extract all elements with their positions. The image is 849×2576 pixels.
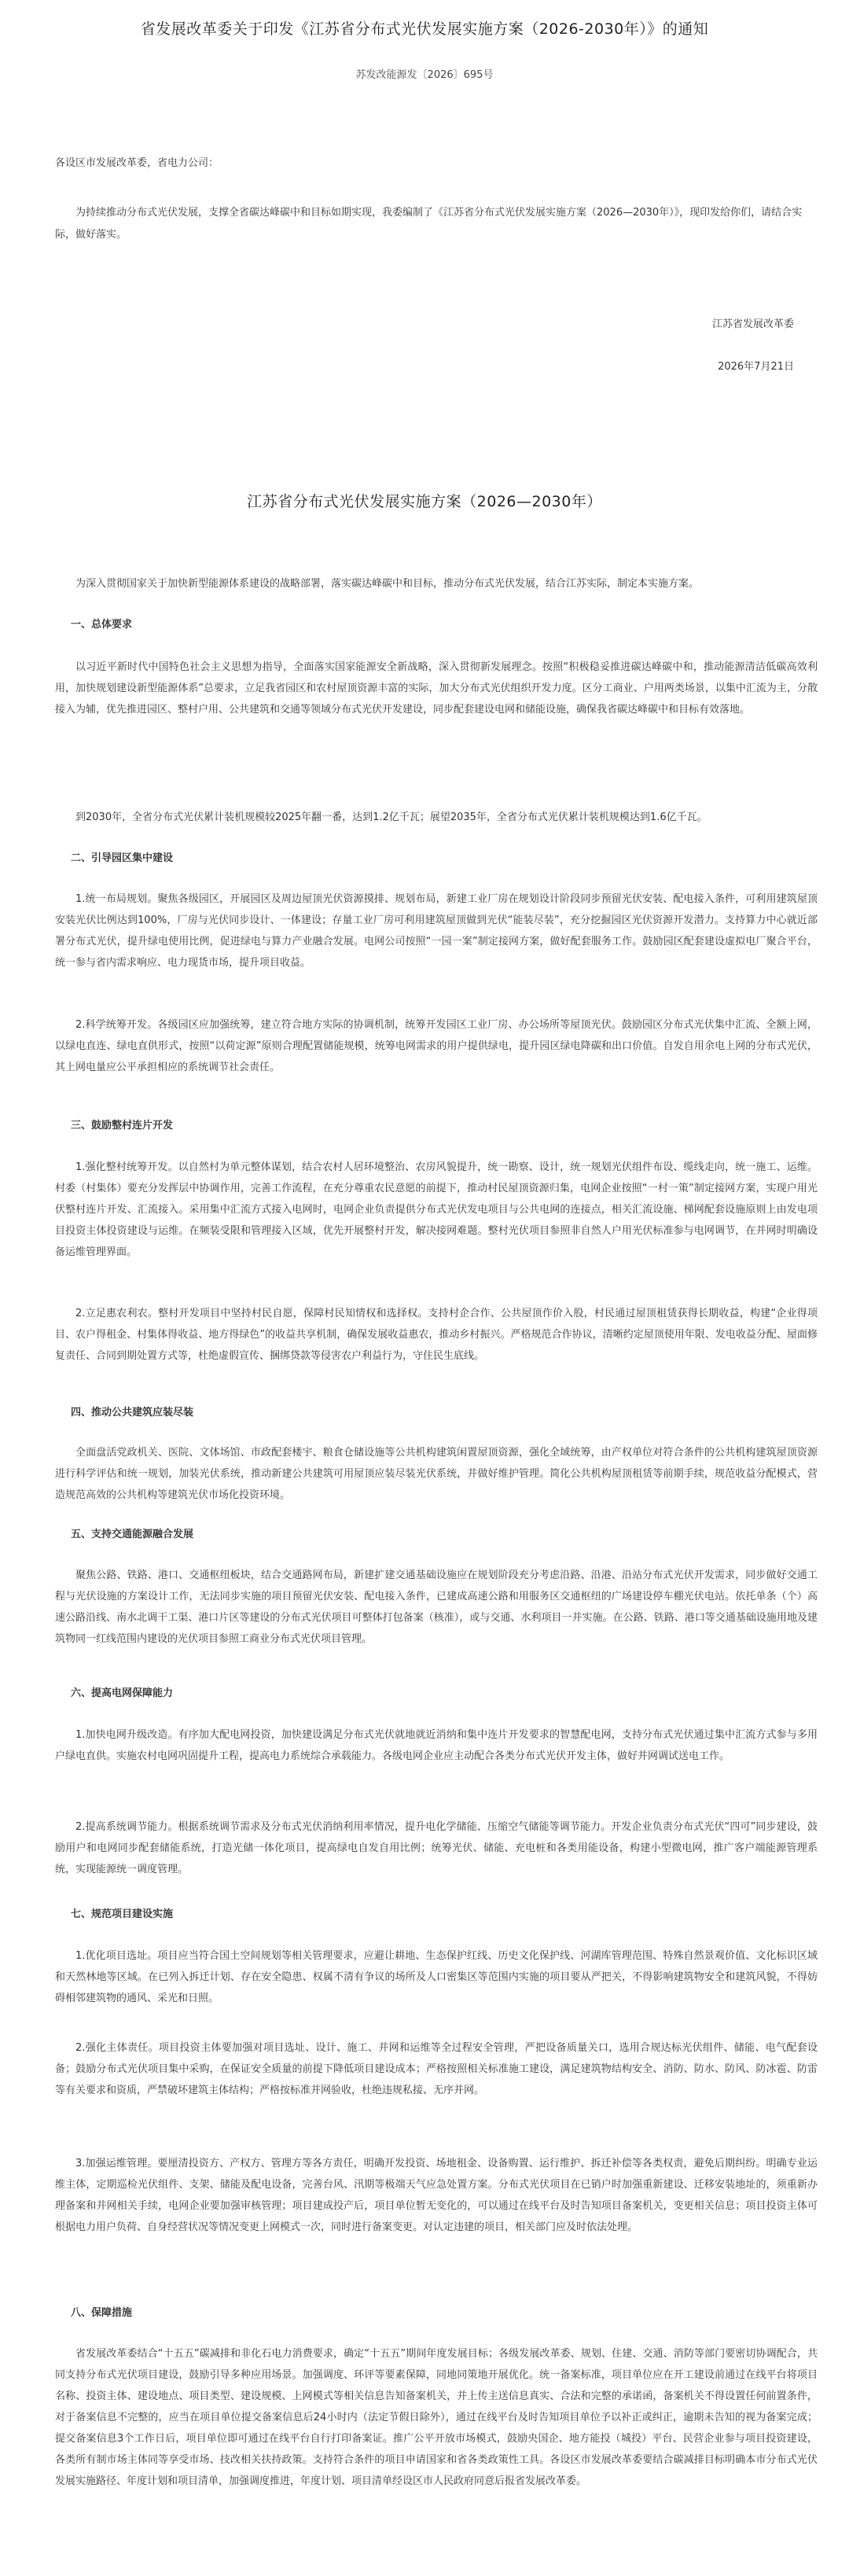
section-heading: 八、保障措施 (71, 2307, 133, 2319)
section-heading: 一、总体要求 (71, 619, 133, 631)
addressee: 各设区市发展改革委，省电力公司： (55, 157, 219, 169)
section-heading: 四、推动公共建筑应装尽装 (71, 1407, 194, 1419)
section-heading: 二、引导园区集中建设 (71, 852, 174, 864)
paragraph: 1.强化整村统筹开发。以自然村为单元整体谋划，结合农村人居环境整治、农房风貌提升，统一勘察、设计，统一规划光伏组件布设、缆线走向，统一施工、运维。村委（村集体）要充分发挥层中协调作用，完善工作流程，在充分尊重农民意愿的前提下，推动村民屋顶资源归集，电网企业按照“一村一策”制定接网方案，实现户用光伏整村连片开发、汇流接入。采用集中汇流方式接入电网时，电网企业负责提供分布式光伏发电项目与公共电网的连接点，相关汇流设施、梯网配套设施原则上由发电项目投资主体投资建设与运维。在频装受限和管理接入区域，优先开展整村开发，解决接网难题。整村光伏项目参照非自然人户用光伏标准参与电网调节，在并网时明确设备运维管理界面。 (55, 1161, 818, 1258)
plan-title: 江苏省分布式光伏发展实施方案（2026—2030年） (247, 493, 602, 510)
paragraph: 省发展改革委结合“十五五”碳减排和非化石电力消费要求，确定“十五五”期间年度发展目标；各级发展改革委、规划、住建、交通、消防等部门要密切协调配合，共同支持分布式光伏项目建设，鼓励引导多种应用场景。加强调度、环评等要素保障，同地同策地开展优化。统一备案标准，项目单位应在开工建设前通过在线平台将项目名称、投资主体、建设地点、项目类型、建设规模、上网模式等相关信息告知备案机关，并上传主送信息真实、合法和完整的承诺函，备案机关不得设置任何前置条件，对于备案信息不完整的，应当在项目单位提交备案信息后24小时内（法定节假日除外），通过在线平台及时告知项目单位予以补正或纠正，逾期未告知的视为备案完成；提交备案信息3个工作日后，项目单位即可通过在线平台自行打印备案证。推广公平开放市场模式，鼓励央国企、地方能投（城投）平台、民营企业参与项目投资建设，各类所有制市场主体同等享受市场、技改相关扶持政策。支持符合条件的项目申请国家和省各类政策性工具。各设区市发展改革委要结合碳减排目标明确本市分布式光伏发展实施路径、年度计划和项目清单，加强调度推进，年度计划、项目清单经设区市人民政府同意后报省发展改革委。 (55, 2348, 818, 2487)
paragraph: 1.加快电网升级改造。有序加大配电网投资，加快建设满足分布式光伏就地就近消纳和集中连片开发要求的智慧配电网，支持分布式光伏通过集中汇流方式参与多用户绿电直供。实施农村电网巩固提升工程，提高电力系统综合承载能力。各级电网企业应主动配合各类分布式光伏开发主体，做好并网调试送电工作。 (55, 1729, 818, 1762)
notice-body: 为持续推动分布式光伏发展，支撑全省碳达峰碳中和目标如期实现，我委编制了《江苏省分布式光伏发展实施方案（2026—2030年）》，现印发给你们，请结合实际，做好落实。 (55, 207, 803, 241)
section-heading: 五、支持交通能源融合发展 (71, 1529, 194, 1540)
section-heading: 三、鼓励整村连片开发 (71, 1120, 174, 1132)
section-heading: 七、规范项目建设实施 (71, 1908, 174, 1920)
issue-date: 2026年7月21日 (718, 361, 794, 373)
paragraph: 到2030年，全省分布式光伏累计装机规模较2025年翻一番，达到1.2亿千瓦；展望2035年，全省分布式光伏累计装机规模达到1.6亿千瓦。 (75, 811, 708, 823)
paragraph: 1.统一布局规划。聚焦各级园区，开展园区及周边屋顶光伏资源摸排、规划布局，新建工业厂房在规划设计阶段同步预留光伏安装、配电接入条件，可利用建筑屋顶安装光伏比例达到100%，厂房与光伏同步设计、一体建设；存量工业厂房可利用建筑屋顶做到光伏“能装尽装”，充分挖掘园区光伏资源开发潜力。支持算力中心就近部署分布式光伏，提升绿电使用比例，促进绿电与算力产业融合发展。电网公司按照“一园一案”制定接网方案，做好配套服务工作。鼓励园区配套建设虚拟电厂聚合平台，统一参与省内需求响应、电力现货市场，提升项目收益。 (55, 893, 818, 969)
paragraph: 全面盘活党政机关、医院、文体场馆、市政配套楼宇、粮食仓储设施等公共机构建筑闲置屋顶资源，强化全域统筹，由产权单位对符合条件的公共机构建筑屋顶资源进行科学评估和统一规划，加装光伏系统，推动新建公共建筑可用屋顶应装尽装光伏系统，并做好维护管理。简化公共机构屋顶租赁等前期手续，规范收益分配模式，营造规范高效的公共机构等建筑光伏市场化投资环境。 (55, 1447, 818, 1501)
paragraph: 以习近平新时代中国特色社会主义思想为指导，全面落实国家能源安全新战略，深入贯彻新发展理念。按照“积极稳妥推进碳达峰碳中和，推动能源清洁低碳高效利用，加快规划建设新型能源体系”总要求，立足我省园区和农村屋顶资源丰富的实际，加大分布式光伏组织开发力度。区分工商业、户用两类场景，以集中汇流为主，分散接入为辅，优先推进园区、整村户用、公共建筑和交通等领域分布式光伏开发建设，同步配套建设电网和储能设施，确保我省碳达峰碳中和目标有效落地。 (55, 661, 818, 716)
paragraph: 2.强化主体责任。项目投资主体要加强对项目选址、设计、施工、并网和运维等全过程安全管理，严把设备质量关口，选用合规达标光伏组件、储能、电气配套设备；鼓励分布式光伏项目集中采购，在保证安全质量的前提下降低项目建设成本；严格按照相关标准施工建设，满足建筑物结构安全、消防、防水、防风、防冰雹、防雷等有关要求和资质，严禁破坏建筑主体结构；严格按标准并网验收，杜绝违规私接、无序并网。 (55, 2042, 818, 2096)
paragraph: 1.优化项目选址。项目应当符合国土空间规划等相关管理要求，应避让耕地、生态保护红线、历史文化保护线、河湖库管理范围、特殊自然景观价值、文化标识区域和天然林地等区域。在已列入拆迁计划、存在安全隐患、权属不清有争议的场所及人口密集区等范围内实施的项目要从严把关，不得影响建筑物安全和建筑风貌，不得妨碍相邻建筑物的通风、采光和日照。 (55, 1950, 818, 2004)
paragraph: 聚焦公路、铁路、港口、交通枢纽板块，结合交通路网布局，新建扩建交通基础设施应在规划阶段充分考虑沿路、沿港、沿站分布式光伏开发需求，同步做好交通工程与光伏设施的方案设计工作，无法同步实施的项目预留光伏安装、配电接入条件，已建成高速公路和用服务区交通枢纽的广场建设停车棚光伏电站。依托单条（个）高速公路沿线、南水北调干工渠、港口片区等建设的分布式光伏项目可整体打包备案（核准），或与交通、水利项目一并实施。在公路、铁路、港口等交通基础设施用地及建筑物同一红线范围内建设的光伏项目参照工商业分布式光伏项目管理。 (55, 1570, 818, 1645)
paragraph: 2.科学统筹开发。各级园区应加强统筹，建立符合地方实际的协调机制，统筹开发园区工业厂房、办公场所等屋顶光伏。鼓励园区分布式光伏集中汇流、全额上网，以绿电直连、绿电直供形式，按照“以荷定源”原则合理配置储能规模，统筹电网需求的用户提供绿电，提升园区绿电降碳和出口价值。自发自用余电上网的分布式光伏，其上网电量应公平承担相应的系统调节社会责任。 (55, 1019, 818, 1073)
document-number: 苏发改能源发〔2026〕695号 (355, 69, 494, 81)
paragraph: 3.加强运维管理。要厘清投资方、产权方、管理方等各方责任，明确开发投资、场地租金、设备购置、运行维护、拆迁补偿等各类权责，避免后期纠纷。明确专业运维主体，定期巡检光伏组件、支架、储能及配电设备，完善台风、汛期等极端天气应急处置方案。分布式光伏项目在已销户时加强重新建设、迁移安装地址的，须重新办理备案和并网相关手续，电网企业要加强审核管理；项目建成投产后，项目单位暂无变化的，可以通过在线平台及时告知项目备案机关，变更相关信息；项目投资主体可根据电力用户负荷、自身经营状况等情况变更上网模式一次，同时进行备案变更。对认定违建的项目，相关部门应及时依法处理。 (55, 2158, 818, 2233)
paragraph: 2.立足惠农利农。整村开发项目中坚持村民自愿，保障村民知情权和选择权。支持村企合作、公共屋顶作价入股，村民通过屋顶租赁获得长期收益，构建“企业得项目、农户得租金、村集体得收益、地方得绿色”的收益共享机制，确保发展收益惠农，推动乡村振兴。严格规范合作协议，清晰约定屋顶使用年限、发电收益分配、屋面修复责任、合同到期处置方式等，杜绝虚假宣传、捆绑贷款等侵害农户利益行为，守住民生底线。 (55, 1308, 818, 1362)
paragraph: 2.提高系统调节能力。根据系统调节需求及分布式光伏消纳利用率情况，提升电化学储能、压缩空气储能等调节能力。开发企业负责分布式光伏“四可”同步建设，鼓励用户和电网同步配套储能系统，打造光储一体化项目，提高绿电自发自用比例；统筹光伏、储能、充电桩和各类用能设备，构建小型微电网，推广客户端能源管理系统，实现能源统一调度管理。 (55, 1821, 818, 1875)
notice-title: 省发展改革委关于印发《江苏省分布式光伏发展实施方案（2026-2030年）》的通知 (140, 20, 709, 38)
section-heading: 六、提高电网保障能力 (71, 1687, 174, 1699)
signature: 江苏省发展改革委 (711, 318, 794, 330)
plan-intro: 为深入贯彻国家关于加快新型能源体系建设的战略部署，落实碳达峰碳中和目标，推动分布式光伏发展，结合江苏实际，制定本实施方案。 (75, 578, 700, 590)
